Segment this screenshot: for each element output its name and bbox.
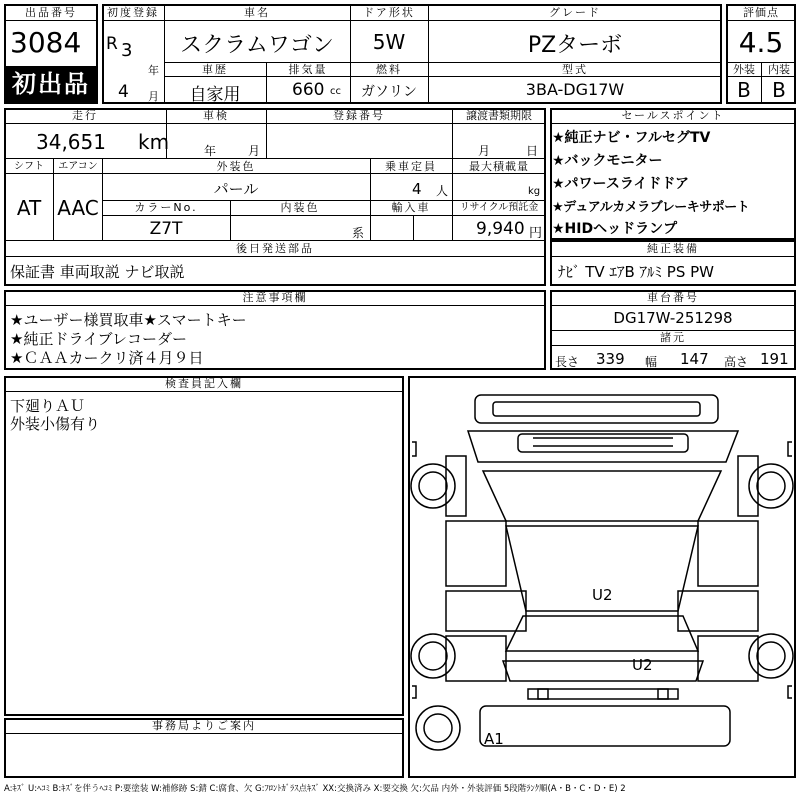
ext-color: パール [213, 180, 259, 198]
inspector-line: 下廻りＡＵ [10, 397, 86, 415]
damage-mark: U2 [592, 586, 613, 604]
car-name-label: 車名 [244, 6, 270, 19]
damage-mark: U2 [632, 656, 653, 674]
int-score: B [772, 78, 786, 102]
score: 4.5 [738, 26, 784, 59]
length: 339 [596, 350, 625, 368]
fuel-label: 燃料 [376, 63, 402, 76]
inspector-label: 検査員記入欄 [165, 377, 243, 390]
capacity-unit: 人 [436, 184, 449, 198]
displacement-label: 排気量 [288, 63, 328, 76]
ext-score: B [737, 78, 751, 102]
inspection-month-unit: 月 [248, 144, 261, 158]
transfer-month-unit: 月 [478, 144, 491, 158]
capacity-label: 乗車定員 [385, 160, 437, 173]
sales-point: ★バックモニター [552, 153, 663, 169]
max-load-unit: kg [528, 186, 541, 197]
mileage-unit: km [138, 130, 170, 154]
reg-month-unit: 月 [148, 90, 159, 103]
color-no-label: カラーNo. [134, 201, 198, 214]
inspector-line: 外装小傷有り [10, 415, 101, 433]
model-label: 型式 [562, 63, 588, 76]
car-diagram [408, 376, 796, 778]
color-no: Z7T [149, 219, 183, 239]
equipment-label: 純正装備 [647, 242, 699, 255]
grade-label: グレード [549, 6, 601, 19]
int-color-suffix: 系 [352, 226, 365, 240]
sales-point: ★デュアルカメラブレーキサポート [552, 200, 750, 215]
later-parts-label: 後日発送部品 [236, 242, 314, 255]
sales-point: ★パワースライドドア [552, 176, 690, 192]
ext-color-label: 外装色 [216, 160, 256, 173]
grade: PZターボ [527, 33, 623, 58]
int-score-label: 内装 [768, 63, 790, 76]
ac: AAC [57, 196, 99, 220]
door-type: 5W [372, 30, 406, 54]
door-label: ドア形状 [363, 6, 415, 19]
int-color-label: 内装色 [280, 201, 320, 214]
reg-no-label: 登録番号 [333, 109, 385, 122]
sales-point: ★HIDヘッドランプ [552, 221, 678, 237]
width-label: 幅 [645, 355, 658, 369]
fuel: ガソリン [361, 84, 417, 100]
model-code: 3BA-DG17W [525, 80, 625, 99]
sales-points-label: セールスポイント [621, 109, 725, 122]
dims-label: 諸元 [660, 331, 686, 344]
displacement: 660 [292, 80, 325, 100]
history: 自家用 [189, 85, 241, 105]
first-reg-label: 初度登録 [107, 6, 159, 19]
ext-score-label: 外装 [733, 63, 755, 76]
legend: A:ｷｽﾞ U:ﾍｺﾐ B:ｷｽﾞを伴うﾍｺﾐ P:要塗装 W:補修跡 S:錆 C:腐食、欠 G:ﾌﾛﾝﾄｶﾞﾗｽ点ｷｽﾞ XX:交換済み X:要交換 欠:欠品 内外・外装評価 5段階ﾗﾝｸ順(A・B・C・D・E) 2 [4, 784, 626, 794]
damage-mark: A1 [484, 730, 504, 748]
height-label: 高さ [724, 355, 749, 369]
inspection-label: 車検 [203, 109, 229, 122]
history-label: 車歴 [202, 63, 228, 76]
mileage-label: 走行 [72, 109, 98, 122]
recycle-unit: 円 [529, 226, 543, 241]
displacement-unit: cc [330, 86, 341, 97]
recycle-label: リサイクル預託金 [459, 202, 539, 213]
chassis-number: DG17W-251298 [613, 309, 733, 327]
height: 191 [760, 350, 789, 368]
later-parts: 保証書 車両取説 ナビ取説 [10, 263, 185, 281]
shift-label: シフト [14, 161, 44, 172]
inspection-year-unit: 年 [204, 144, 217, 158]
reg-year-unit: 年 [148, 64, 159, 77]
note-line: ★純正ドライブレコーダー [10, 330, 187, 348]
transfer-day-unit: 日 [526, 144, 539, 158]
notes-label: 注意事項欄 [242, 291, 308, 304]
lot-number-label: 出品番号 [25, 6, 77, 19]
reg-month: 4 [118, 82, 129, 102]
chassis-label: 車台番号 [647, 291, 699, 304]
capacity: 4 [412, 180, 422, 198]
sales-point: ★純正ナビ・フルセグTV [552, 130, 711, 146]
ac-label: エアコン [58, 161, 98, 172]
recycle-fee: 9,940 [476, 219, 525, 239]
mileage: 34,651 [36, 130, 106, 154]
transfer-label: 譲渡書類期限 [466, 109, 532, 122]
score-label: 評価点 [743, 6, 779, 19]
note-line: ★ＣＡＡカークリ済４月９日 [10, 349, 204, 367]
import-label: 輸入車 [391, 201, 431, 214]
first-listing-badge: 初出品 [6, 66, 96, 102]
shift: AT [16, 196, 42, 220]
lot-number: 3084 [10, 26, 82, 59]
car-name: スクラムワゴン [180, 33, 334, 58]
office-label: 事務局よりご案内 [152, 719, 256, 732]
equipment: ﾅﾋﾞ TV ｴｱB ｱﾙﾐ PS PW [558, 263, 714, 281]
note-line: ★ユーザー様買取車★スマートキー [10, 311, 247, 329]
max-load-label: 最大積載量 [469, 160, 529, 173]
width: 147 [680, 350, 709, 368]
reg-year: 3 [121, 40, 133, 61]
era: R [106, 34, 118, 54]
length-label: 長さ [555, 355, 580, 369]
